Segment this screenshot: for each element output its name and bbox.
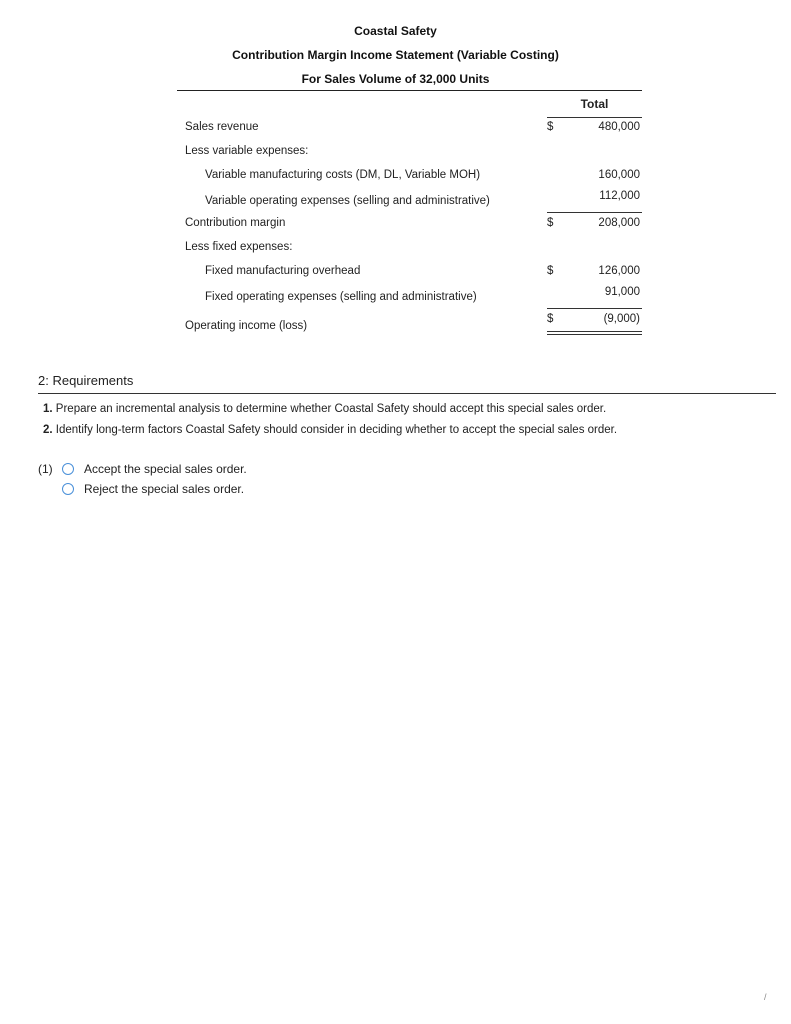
requirement-text: Prepare an incremental analysis to determine whether Coastal Safety should accept this special sales order. <box>55 403 607 415</box>
row-label: Sales revenue <box>185 121 259 133</box>
row-label: Fixed operating expenses (selling and administrative) <box>205 291 477 303</box>
statement-header <box>0 22 791 94</box>
dollar-sign: $ <box>547 265 554 277</box>
option-label[interactable]: Reject the special sales order. <box>84 482 245 496</box>
row-amount: 91,000 <box>604 286 640 298</box>
table-row-contribution-margin <box>177 213 642 237</box>
requirement-text: Identify long-term factors Coastal Safety should consider in deciding whether to accept the special sales order. <box>55 424 618 436</box>
requirement-item <box>43 401 617 422</box>
radio-button-icon[interactable] <box>62 463 74 475</box>
dollar-sign: $ <box>547 217 554 229</box>
row-amount: 112,000 <box>599 190 640 202</box>
requirement-number: 2. <box>43 424 53 436</box>
table-row-sales-revenue <box>177 117 642 141</box>
row-amount: 208,000 <box>598 217 640 229</box>
statement-title: Contribution Margin Income Statement (Variable Costing) <box>232 48 559 62</box>
table-row-less-fixed <box>177 237 642 261</box>
dollar-sign: $ <box>547 313 554 325</box>
row-label: Variable operating expenses (selling and administrative) <box>205 195 490 207</box>
question-number: (1) <box>38 462 53 476</box>
row-label: Contribution margin <box>185 217 286 229</box>
column-header-row <box>177 91 642 117</box>
requirements-list <box>43 401 617 443</box>
row-amount: 160,000 <box>598 169 640 181</box>
row-label: Variable manufacturing costs (DM, DL, Variable MOH) <box>205 169 481 181</box>
total-column-header: Total <box>580 97 609 111</box>
double-underline <box>547 331 642 335</box>
row-amount: (9,000) <box>603 313 640 325</box>
requirement-number: 1. <box>43 403 53 415</box>
income-statement-table <box>177 91 642 337</box>
row-amount: 126,000 <box>598 265 640 277</box>
radio-button-icon[interactable] <box>62 483 74 495</box>
option-label[interactable]: Accept the special sales order. <box>84 462 247 476</box>
row-label: Operating income (loss) <box>185 320 308 332</box>
table-row-variable-manufacturing <box>177 165 642 189</box>
table-row-fixed-operating <box>177 285 642 309</box>
row-label: Less fixed expenses: <box>185 241 293 253</box>
table-row-variable-operating <box>177 189 642 213</box>
requirements-rule <box>38 393 776 394</box>
requirement-item <box>43 422 617 443</box>
table-row-less-variable <box>177 141 642 165</box>
page-corner-mark: / <box>764 992 767 1002</box>
row-label: Less variable expenses: <box>185 145 309 157</box>
requirements-title: 2: Requirements <box>38 373 134 388</box>
dollar-sign: $ <box>547 121 554 133</box>
row-label: Fixed manufacturing overhead <box>205 265 361 277</box>
row-amount: 480,000 <box>598 121 640 133</box>
company-name: Coastal Safety <box>354 24 437 38</box>
statement-subtitle: For Sales Volume of 32,000 Units <box>301 72 490 86</box>
table-row-fixed-manufacturing <box>177 261 642 285</box>
table-row-operating-income <box>177 309 642 337</box>
